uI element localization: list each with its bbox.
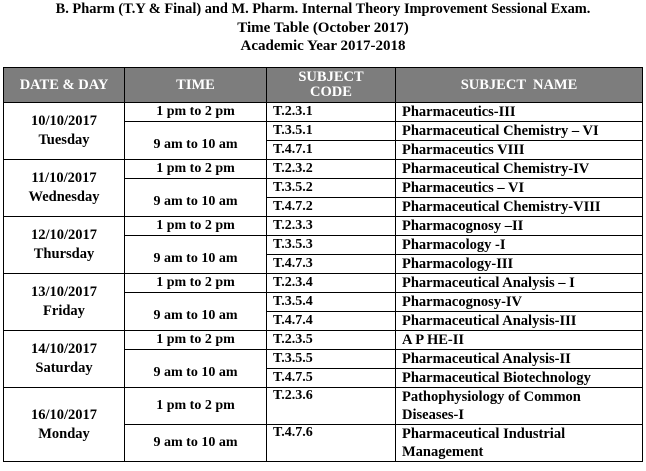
subject-name-cell: Pharmaceutical Analysis – I bbox=[396, 274, 643, 293]
time-cell: 9 am to 10 am bbox=[125, 122, 267, 160]
table-row bbox=[4, 274, 643, 293]
subject-name-cell: A P HE-II bbox=[396, 331, 643, 350]
column-header-time: TIME bbox=[125, 68, 267, 103]
subject-name-line: Pathophysiology of Common bbox=[402, 389, 581, 405]
date-day-cell bbox=[4, 388, 125, 462]
time-cell: 1 pm to 2 pm bbox=[125, 274, 267, 293]
subject-name-cell bbox=[396, 388, 643, 425]
time-cell: 9 am to 10 am bbox=[125, 350, 267, 388]
subject-name-cell: Pharmaceutics – VI bbox=[396, 179, 643, 198]
date-day-cell bbox=[4, 217, 125, 274]
date-day-cell bbox=[4, 331, 125, 388]
subject-code-cell: T.3.5.3 bbox=[267, 236, 396, 255]
column-header-subject-code-text: SUBJECT CODE bbox=[298, 69, 364, 100]
subject-name-cell: Pharmacognosy –II bbox=[396, 217, 643, 236]
time-cell: 1 pm to 2 pm bbox=[125, 331, 267, 350]
column-header-subject-name: SUBJECT NAME bbox=[396, 68, 643, 103]
subject-code-cell: T.2.3.3 bbox=[267, 217, 396, 236]
time-cell: 1 pm to 2 pm bbox=[125, 103, 267, 122]
time-cell: 1 pm to 2 pm bbox=[125, 160, 267, 179]
header-title: B. Pharm (T.Y & Final) and M. Pharm. Internal Theory Improvement Sessional Exam. bbox=[55, 1, 591, 17]
subject-code-cell: T.2.3.6 bbox=[267, 388, 396, 425]
table-row bbox=[4, 388, 643, 425]
exam-weekday: Wednesday bbox=[28, 189, 100, 205]
time-cell: 9 am to 10 am bbox=[125, 425, 267, 462]
subject-code-cell: T.4.7.3 bbox=[267, 255, 396, 274]
subject-code-cell: T.4.7.4 bbox=[267, 312, 396, 331]
table-row bbox=[4, 160, 643, 179]
subject-name-cell: Pharmaceutical Analysis-II bbox=[396, 350, 643, 369]
subject-code-cell: T.4.7.2 bbox=[267, 198, 396, 217]
subject-name-cell: Pharmaceutical Chemistry – VI bbox=[396, 122, 643, 141]
subject-name-line: Diseases-I bbox=[402, 407, 465, 423]
subject-code-cell: T.4.7.6 bbox=[267, 425, 396, 462]
table-row bbox=[4, 217, 643, 236]
subject-name-cell: Pharmacology -I bbox=[396, 236, 643, 255]
table-header-row bbox=[4, 68, 643, 103]
exam-weekday: Monday bbox=[38, 425, 90, 442]
exam-date: 13/10/2017 bbox=[30, 284, 98, 300]
subject-name-cell: Pharmaceutical Chemistry-VIII bbox=[396, 198, 643, 217]
subject-name-cell: Pharmaceutics-III bbox=[396, 103, 643, 122]
time-cell: 1 pm to 2 pm bbox=[125, 217, 267, 236]
header-subtitle: Time Table (October 2017) bbox=[237, 19, 409, 36]
subject-code-cell: T.3.5.1 bbox=[267, 122, 396, 141]
subject-name-line: Pharmaceutical Industrial bbox=[402, 426, 566, 442]
subject-code-cell: T.4.7.5 bbox=[267, 369, 396, 388]
date-day-cell bbox=[4, 160, 125, 217]
timetable-body bbox=[4, 103, 643, 462]
subject-code-cell: T.3.5.2 bbox=[267, 179, 396, 198]
time-cell: 9 am to 10 am bbox=[125, 293, 267, 331]
subject-name-cell: Pharmaceutical Biotechnology bbox=[396, 369, 643, 388]
subject-code-cell: T.2.3.1 bbox=[267, 103, 396, 122]
timetable bbox=[3, 67, 643, 462]
subject-name-cell: Pharmacognosy-IV bbox=[396, 293, 643, 312]
exam-weekday: Friday bbox=[43, 303, 85, 319]
column-header-date-day: DATE & DAY bbox=[4, 68, 125, 103]
header-academic-year: Academic Year 2017-2018 bbox=[240, 38, 406, 54]
exam-date: 14/10/2017 bbox=[30, 341, 98, 357]
subject-name-line: Management bbox=[402, 444, 484, 460]
subject-name-cell: Pharmacology-III bbox=[396, 255, 643, 274]
column-header-subject-code bbox=[267, 68, 396, 103]
subject-code-cell: T.2.3.5 bbox=[267, 331, 396, 350]
table-row bbox=[4, 103, 643, 122]
document-header bbox=[0, 0, 646, 56]
exam-weekday: Thursday bbox=[33, 246, 95, 262]
exam-date: 12/10/2017 bbox=[30, 227, 98, 243]
subject-name-cell bbox=[396, 425, 643, 462]
time-cell: 9 am to 10 am bbox=[125, 236, 267, 274]
table-row bbox=[4, 331, 643, 350]
time-cell: 9 am to 10 am bbox=[125, 179, 267, 217]
subject-name-cell: Pharmaceutical Analysis-III bbox=[396, 312, 643, 331]
subject-code-cell: T.4.7.1 bbox=[267, 141, 396, 160]
subject-code-cell: T.3.5.5 bbox=[267, 350, 396, 369]
exam-date: 10/10/2017 bbox=[30, 113, 98, 129]
exam-date: 11/10/2017 bbox=[31, 170, 97, 186]
date-day-cell bbox=[4, 274, 125, 331]
subject-name-cell: Pharmaceutics VIII bbox=[396, 141, 643, 160]
exam-weekday: Saturday bbox=[35, 360, 93, 376]
subject-name-cell: Pharmaceutical Chemistry-IV bbox=[396, 160, 643, 179]
time-cell: 1 pm to 2 pm bbox=[125, 388, 267, 425]
subject-code-cell: T.3.5.4 bbox=[267, 293, 396, 312]
subject-code-cell: T.2.3.4 bbox=[267, 274, 396, 293]
subject-code-cell: T.2.3.2 bbox=[267, 160, 396, 179]
exam-date: 16/10/2017 bbox=[30, 406, 98, 423]
exam-weekday: Tuesday bbox=[38, 132, 90, 148]
date-day-cell bbox=[4, 103, 125, 160]
